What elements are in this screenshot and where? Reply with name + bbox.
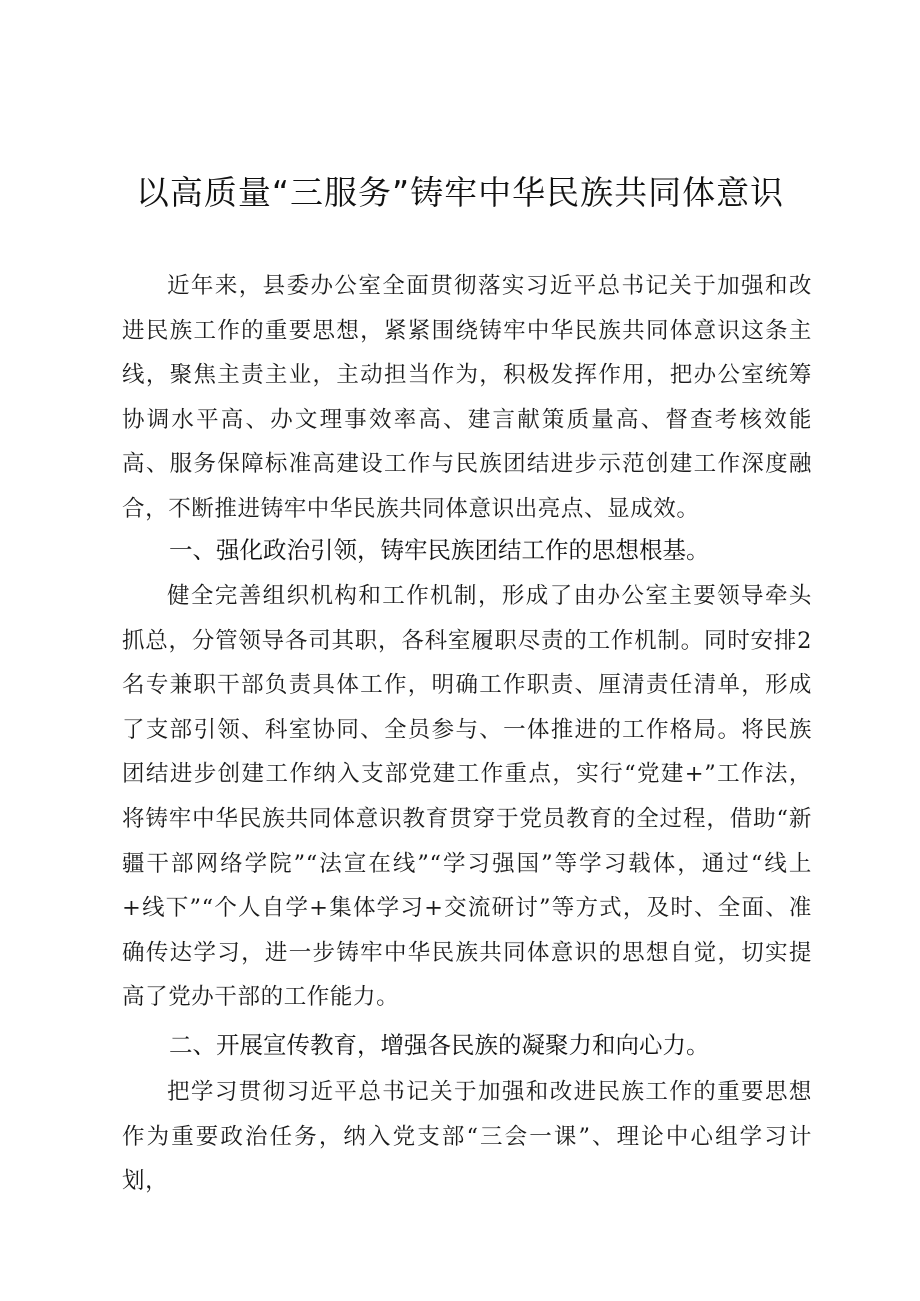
section-2-paragraph: 把学习贯彻习近平总书记关于加强和改进民族工作的重要思想作为重要政治任务，纳入党支部“三会一课”、理论中心组学习计划，: [122, 1079, 812, 1195]
section-heading-1: 一、强化政治引领，铸牢民族团结工作的思想根基。: [169, 536, 710, 564]
intro-paragraph: 近年来，县委办公室全面贯彻落实习近平总书记关于加强和改进民族工作的重要思想，紧紧围绕铸牢中华民族共同体意识这条主线，聚焦主责主业，主动担当作为，积极发挥作用，把办公室统筹协调水平高、办文理事效率高、建言献策质量高、督查考核效能高、服务保障标准高建设工作与民族团结进步示范创建工作深度融合，不断推进铸牢中华民族共同体意识出亮点、显成效。: [122, 273, 812, 522]
section-heading-2: 二、开展宣传教育，增强各民族的凝聚力和向心力。: [169, 1031, 710, 1059]
document-title: 以高质量“三服务”铸牢中华民族共同体意识: [135, 173, 785, 212]
section-1-paragraph: 健全完善组织机构和工作机制，形成了由办公室主要领导牵头抓总，分管领导各司其职，各科室履职尽责的工作机制。同时安排2名专兼职干部负责具体工作，明确工作职责、厘清责任清单，形成了支部引领、科室协同、全员参与、一体推进的工作格局。将民族团结进步创建工作纳入支部党建工作重点，实行“党建+”工作法，将铸牢中华民族共同体意识教育贯穿于党员教育的全过程，借助“新疆干部网络学院”“法宣在线”“学习强国”等学习载体，通过“线上+线下”“个人自学+集体学习+交流研讨”等方式，及时、全面、准确传达学习，进一步铸牢中华民族共同体意识的思想自觉，切实提高了党办干部的工作能力。: [122, 583, 812, 1011]
